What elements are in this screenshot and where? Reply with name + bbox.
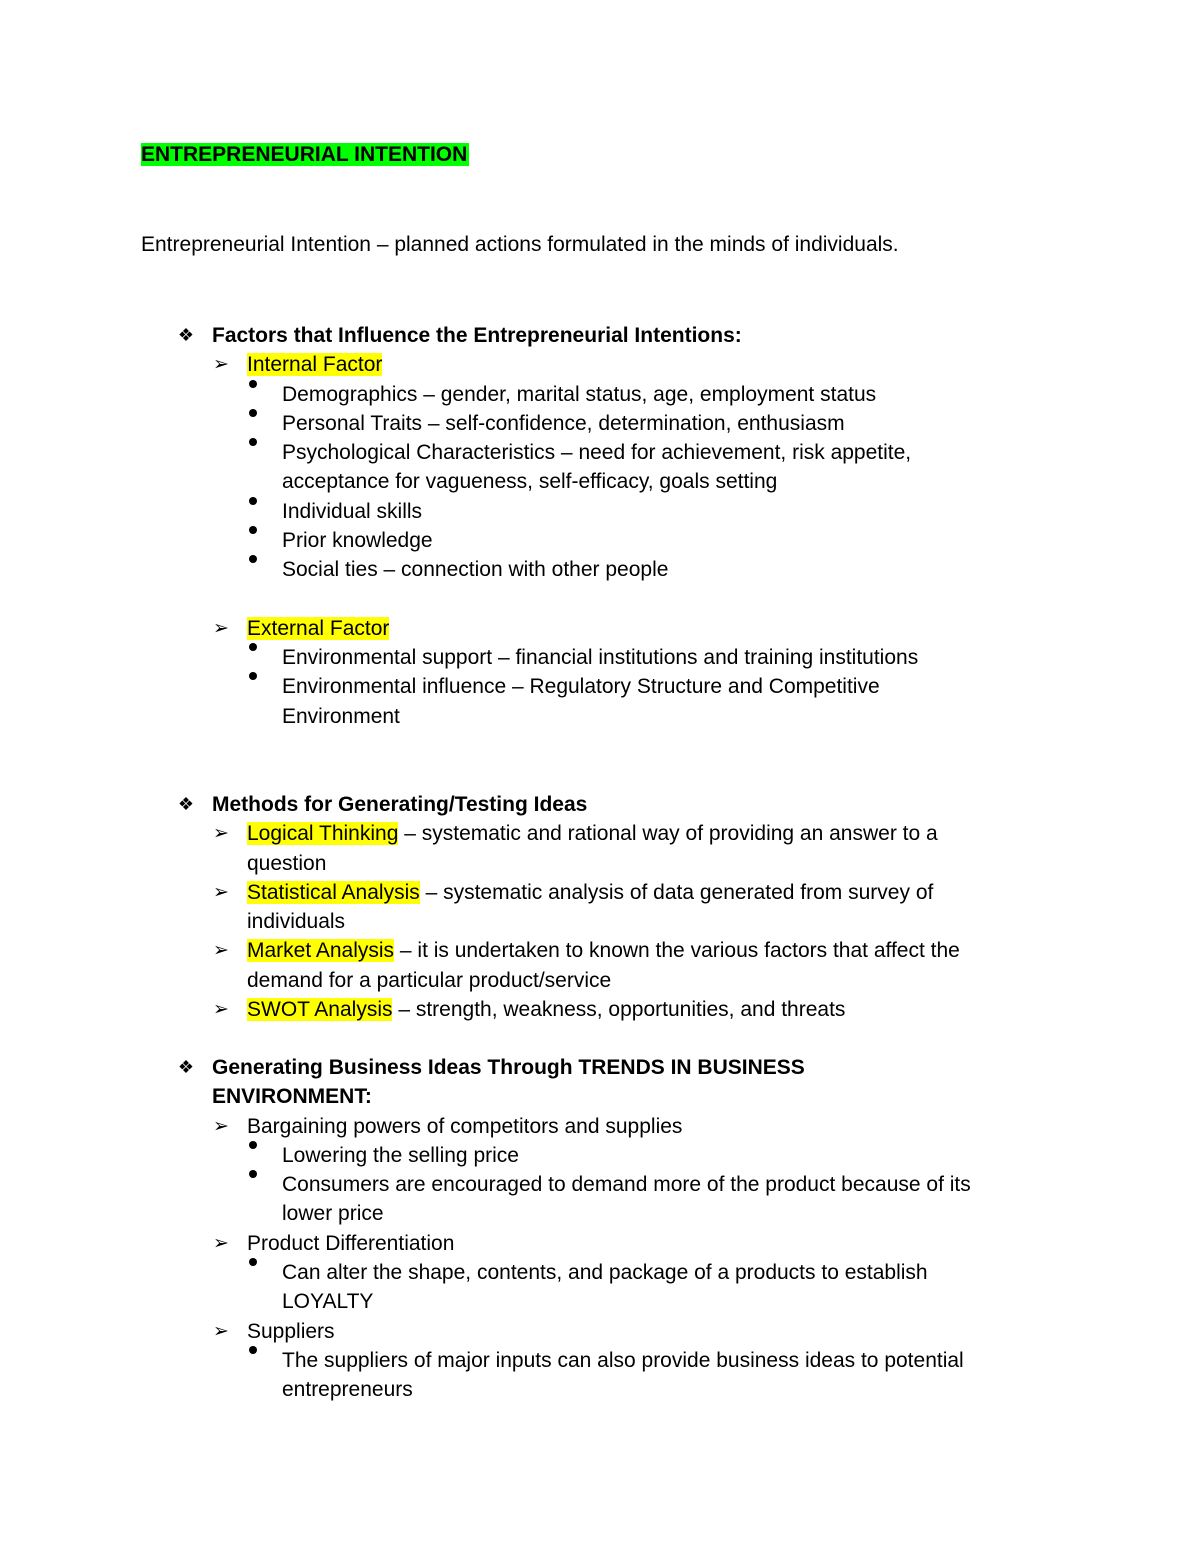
bullet-icon [249,1346,257,1354]
list-item: Environmental influence – Regulatory Structure and Competitive [177,672,1077,701]
list-item: Environmental support – financial institutions and training institutions [177,643,1077,672]
bullet-icon [249,526,257,534]
list-item: Demographics – gender, marital status, age, employment status [177,380,1077,409]
list-item-continuation: LOYALTY [282,1290,374,1314]
list-item: Psychological Characteristics – need for achievement, risk appetite, [177,438,1077,467]
list-item-continuation: Environment [282,704,400,728]
method-item: ➢ Statistical Analysis – systematic analysis of data generated from survey of [177,878,1077,907]
bullet-icon [249,1170,257,1178]
method-item: ➢ SWOT Analysis – strength, weakness, opportunities, and threats [177,995,1077,1024]
arrow-bullet-icon: ➢ [213,881,229,903]
list-item: Can alter the shape, contents, and package of a products to establish [177,1258,1077,1287]
method-item-continuation: question [247,851,327,875]
section-heading: ❖ Factors that Influence the Entrepreneurial Intentions: [177,321,1077,350]
subsection-bargaining: ➢ Bargaining powers of competitors and supplies [177,1112,1077,1141]
arrow-bullet-icon: ➢ [213,1320,229,1342]
section-heading: ❖ Methods for Generating/Testing Ideas [177,790,1077,819]
diamond-bullet-icon: ❖ [177,325,195,345]
list-item-continuation: lower price [282,1202,384,1226]
subsection-suppliers: ➢ Suppliers [177,1317,1077,1346]
diamond-bullet-icon: ❖ [177,1057,195,1077]
list-item: Prior knowledge [177,526,1077,555]
bullet-icon [249,380,257,388]
arrow-bullet-icon: ➢ [213,354,229,376]
section-heading-continuation: ENVIRONMENT: [212,1085,372,1109]
arrow-bullet-icon: ➢ [213,940,229,962]
highlighted-term: Market Analysis [247,939,395,963]
title-highlight: ENTREPRENEURIAL INTENTION [141,143,468,166]
bullet-icon [249,438,257,446]
section-methods [177,790,1077,1024]
method-item-continuation: individuals [247,910,346,934]
list-item-continuation: entrepreneurs [282,1378,413,1402]
subsection-external [177,614,1077,643]
list-item: The suppliers of major inputs can also provide business ideas to potential [177,1346,1077,1375]
subsection-internal [177,350,1077,379]
section-factors [177,321,1077,731]
method-item-continuation: demand for a particular product/service [247,968,612,992]
list-item: Consumers are encouraged to demand more of the product because of its [177,1170,1077,1199]
bullet-icon [249,555,257,563]
diamond-bullet-icon: ❖ [177,794,195,814]
arrow-bullet-icon: ➢ [213,999,229,1021]
highlighted-term: SWOT Analysis [247,998,393,1022]
list-item: Personal Traits – self-confidence, determination, enthusiasm [177,409,1077,438]
list-item: Lowering the selling price [177,1141,1077,1170]
section-trends [177,1053,1077,1405]
list-item: Social ties – connection with other people [177,555,1077,584]
bullet-icon [249,497,257,505]
bullet-icon [249,1141,257,1149]
definition-paragraph: Entrepreneurial Intention – planned actions formulated in the minds of individuals. [141,233,899,256]
bullet-icon [249,643,257,651]
bullet-icon [249,672,257,680]
method-item: ➢ Logical Thinking – systematic and rational way of providing an answer to a [177,819,1077,848]
arrow-bullet-icon: ➢ [213,823,229,845]
list-item: Individual skills [177,497,1077,526]
highlighted-term: Statistical Analysis [247,880,420,904]
highlighted-term: Logical Thinking [247,822,399,846]
highlighted-term: External Factor [247,616,390,640]
method-item: ➢ Market Analysis – it is undertaken to known the various factors that affect the [177,936,1077,965]
arrow-bullet-icon: ➢ [213,1232,229,1254]
arrow-bullet-icon: ➢ [213,617,229,639]
section-heading: ❖ Generating Business Ideas Through TRENDS IN BUSINESS [177,1053,1077,1082]
bullet-icon [249,1258,257,1266]
subsection-differentiation: ➢ Product Differentiation [177,1229,1077,1258]
list-item-continuation: acceptance for vagueness, self-efficacy, goals setting [282,470,778,494]
page-title [141,141,469,169]
highlighted-term: Internal Factor [247,353,383,377]
bullet-icon [249,409,257,417]
arrow-bullet-icon: ➢ [213,1115,229,1137]
